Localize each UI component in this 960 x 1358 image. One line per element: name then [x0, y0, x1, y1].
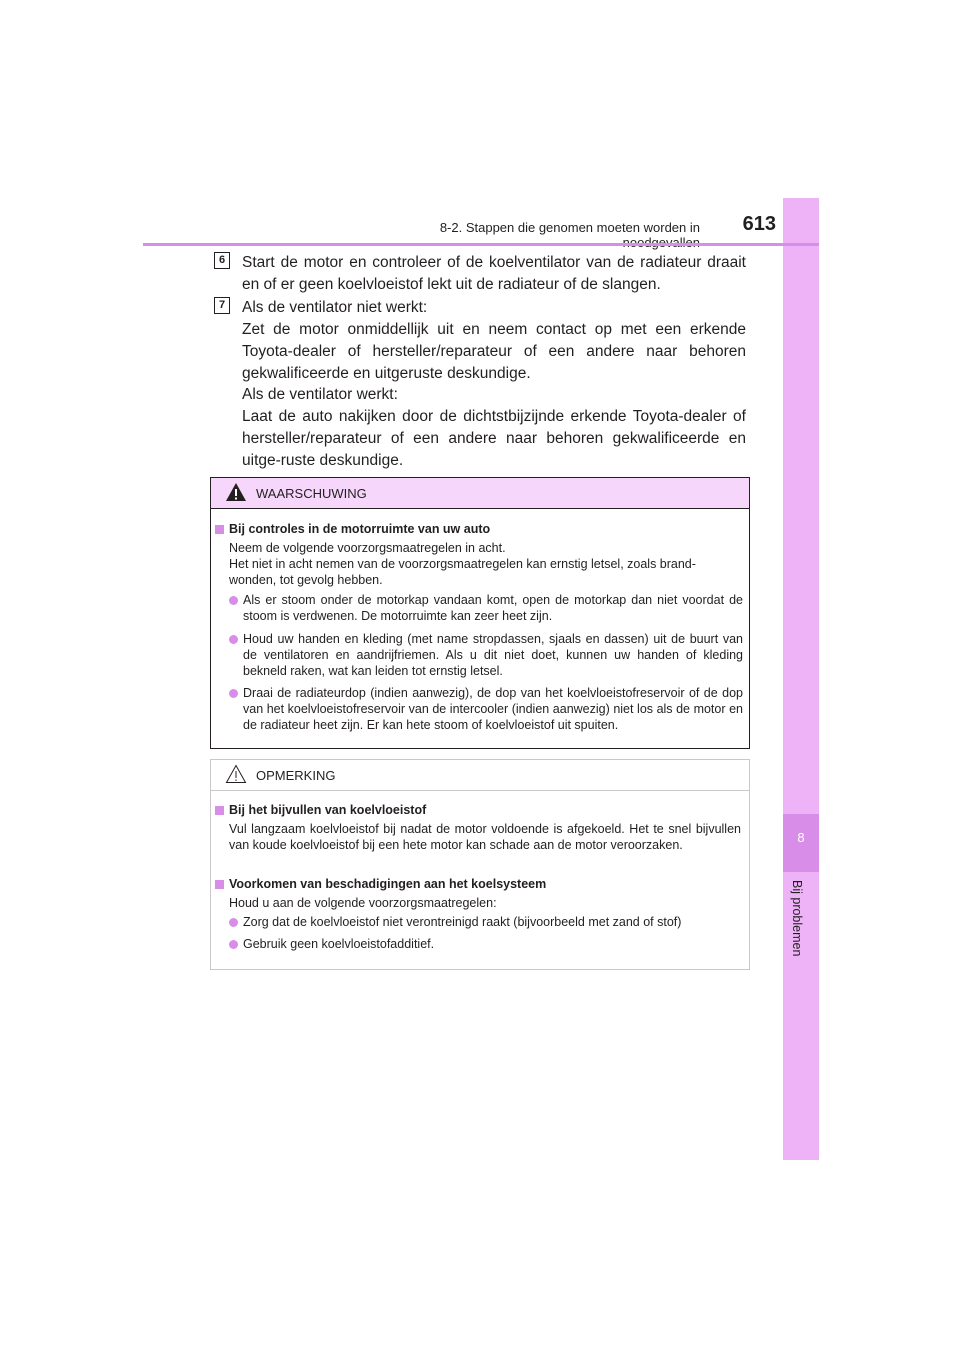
step-7-action-2: Laat de auto nakijken door de dichtstbijzijnde erkende Toyota-dealer of hersteller/reparateur of een andere naar behoren gekwalificeerde en uitge-ruste deskundige.: [242, 408, 746, 469]
heading-square-icon: [215, 525, 224, 534]
heading-square-icon: [215, 806, 224, 815]
bullet-icon: [229, 918, 238, 927]
notice-header: [211, 760, 749, 791]
warning-intro-1: Neem de volgende voorzorgsmaatregelen in acht.: [229, 541, 506, 555]
notice-heading-2: Voorkomen van beschadigingen aan het koelsysteem: [229, 877, 547, 891]
notice-bullet-1: Zorg dat de koelvloeistof niet verontreinigd raakt (bijvoorbeeld met zand of stof): [243, 915, 682, 929]
bullet-icon: [229, 940, 238, 949]
warning-bullet-2: Houd uw handen en kleding (met name stropdassen, sjaals en dassen) uit de buurt van de ventilatoren en aandrijfriemen. Als u dit niet doet, kunnen uw handen of kleding bekneld raken, wat kan leiden tot ernstig letsel.: [243, 632, 743, 678]
notice-box: [210, 759, 750, 970]
notice-title: OPMERKING: [256, 768, 336, 783]
warning-bullet-1: Als er stoom onder de motorkap vandaan komt, open de motorkap dan niet voordat de stoom is verdwenen. De motorruimte kan zeer heet zijn.: [243, 593, 743, 623]
page-number: 613: [742, 213, 776, 235]
notice-text-2: Houd u aan de volgende voorzorgsmaatregelen:: [229, 896, 497, 910]
warning-bullet-3: Draai de radiateurdop (indien aanwezig), de dop van het koelvloeistofreservoir of de dop van het koelvloeistofreservoir van de intercooler (indien aanwezig) niet los als de motor en de radiateur heet zijn. Er kan hete stoom of koelvloeistof uit spuiten.: [243, 686, 743, 732]
step-7-action-1: Zet de motor onmiddellijk uit en neem contact op met een erkende Toyota-dealer of hersteller/reparateur of een andere naar behoren gekwalificeerde en uitgeruste deskundige.: [242, 321, 746, 382]
heading-square-icon: [215, 880, 224, 889]
warning-intro-2: Het niet in acht nemen van de voorzorgsmaatregelen kan ernstig letsel, zoals brand-wonden, tot gevolg hebben.: [229, 557, 696, 587]
warning-box: [210, 477, 750, 749]
warning-header: [211, 478, 749, 509]
warning-heading: Bij controles in de motorruimte van uw auto: [229, 522, 491, 536]
header-rule: [143, 243, 819, 246]
step-number-6: 6: [214, 252, 230, 269]
bullet-icon: [229, 596, 238, 605]
chapter-name: Bij problemen: [790, 880, 804, 957]
notice-text-1: Vul langzaam koelvloeistof bij nadat de motor voldoende is afgekoeld. Het te snel bijvullen van koude koelvloeistof bij een hete motor kan schade aan de motor veroorzaken.: [229, 822, 741, 852]
step-7-condition-2: Als de ventilator werkt:: [242, 386, 398, 403]
caution-triangle-icon: [225, 764, 247, 784]
bullet-icon: [229, 635, 238, 644]
warning-triangle-icon: [225, 482, 247, 502]
chapter-side-tab: [783, 198, 819, 1160]
warning-title: WAARSCHUWING: [256, 486, 367, 501]
bullet-icon: [229, 689, 238, 698]
step-6-text: Start de motor en controleer of de koelventilator van de radiateur draait en of er geen koelvloeistof lekt uit de radiateur of de slangen.: [242, 254, 746, 293]
chapter-number: 8: [797, 830, 805, 845]
notice-bullet-2: Gebruik geen koelvloeistofadditief.: [243, 937, 435, 951]
notice-heading-1: Bij het bijvullen van koelvloeistof: [229, 803, 427, 817]
step-number-7: 7: [214, 297, 230, 314]
step-7-condition-1: Als de ventilator niet werkt:: [242, 299, 428, 316]
section-title: 8-2. Stappen die genomen moeten worden in: [439, 220, 700, 235]
